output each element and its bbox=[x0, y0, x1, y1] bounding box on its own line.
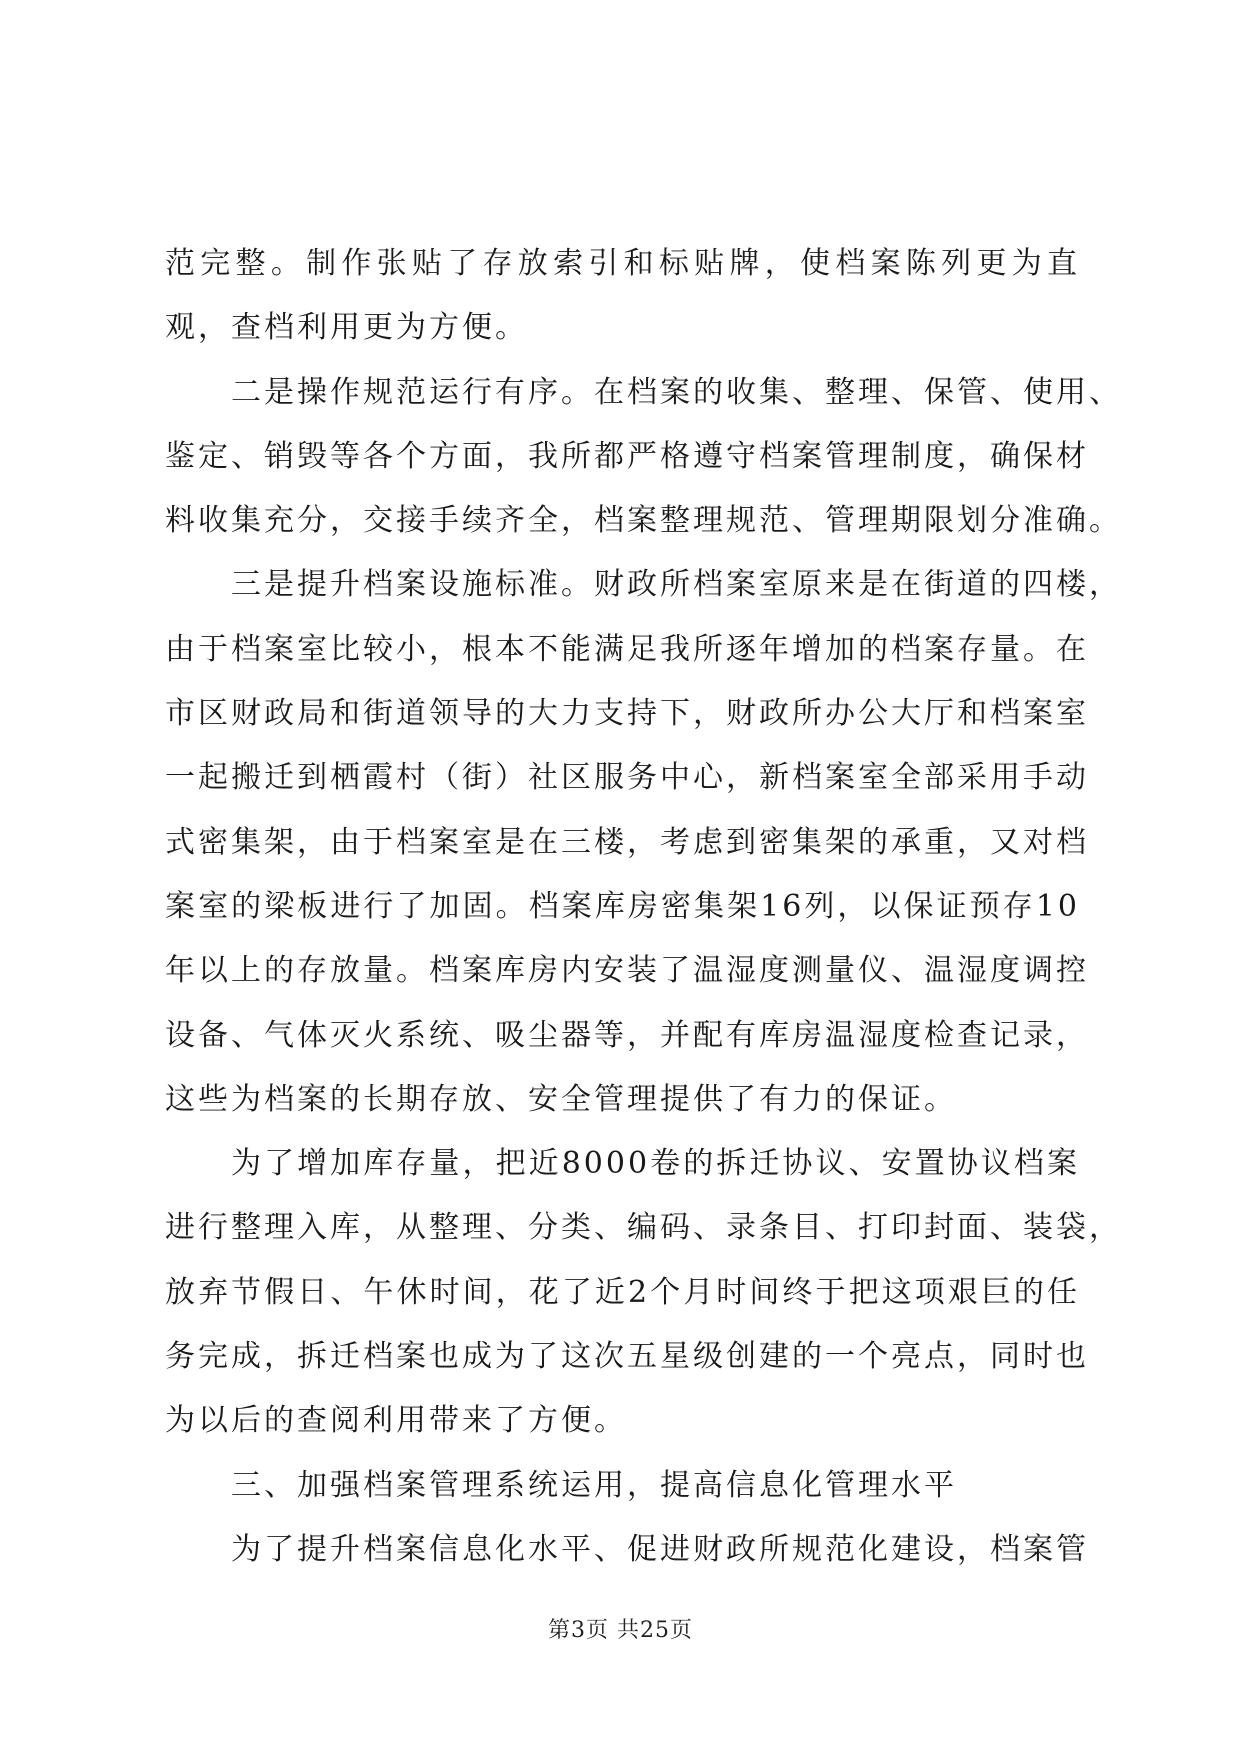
section-heading: 三、加强档案管理系统运用，提高信息化管理水平 bbox=[231, 1467, 957, 1503]
text-line: 料收集充分，交接手续齐全，档案整理规范、管理期限划分准确。 bbox=[165, 503, 1122, 539]
document-body bbox=[165, 232, 1122, 1582]
text-line: 放弃节假日、午休时间，花了近2个月时间终于把这项艰巨的任 bbox=[165, 1274, 1080, 1310]
text-line: 式密集架，由于档案室是在三楼，考虑到密集架的承重，又对档 bbox=[165, 824, 1089, 860]
text-line: 鉴定、销毁等各个方面，我所都严格遵守档案管理制度，确保材 bbox=[165, 438, 1089, 474]
text-line: 案室的梁板进行了加固。档案库房密集架16列，以保证预存10 bbox=[165, 888, 1080, 924]
paragraph-start-line: 为了增加库存量，把近8000卷的拆迁协议、安置协议档案 bbox=[231, 1146, 1080, 1182]
text-line: 这些为档案的长期存放、安全管理提供了有力的保证。 bbox=[165, 1081, 957, 1117]
page-number: 第3页 共25页 bbox=[548, 1618, 693, 1643]
paragraph-start-line: 二是操作规范运行有序。在档案的收集、整理、保管、使用、 bbox=[231, 374, 1122, 410]
text-line: 为以后的查阅利用带来了方便。 bbox=[165, 1403, 627, 1439]
page-footer bbox=[0, 1616, 1241, 1646]
paragraph-start-line: 三是提升档案设施标准。财政所档案室原来是在街道的四楼， bbox=[231, 567, 1122, 603]
text-line: 观，查档利用更为方便。 bbox=[165, 310, 528, 346]
text-line: 设备、气体灭火系统、吸尘器等，并配有库房温湿度检查记录， bbox=[165, 1017, 1089, 1053]
text-line: 由于档案室比较小，根本不能满足我所逐年增加的档案存量。在 bbox=[165, 631, 1089, 667]
text-line: 年以上的存放量。档案库房内安装了温湿度测量仪、温湿度调控 bbox=[165, 953, 1089, 989]
text-line: 范完整。制作张贴了存放索引和标贴牌，使档案陈列更为直 bbox=[165, 246, 1080, 281]
text-line: 市区财政局和街道领导的大力支持下，财政所办公大厅和档案室 bbox=[165, 696, 1089, 732]
text-line: 进行整理入库，从整理、分类、编码、录条目、打印封面、装袋， bbox=[165, 1210, 1122, 1246]
text-line: 一起搬迁到栖霞村（街）社区服务中心，新档案室全部采用手动 bbox=[165, 760, 1089, 796]
text-line: 务完成，拆迁档案也成为了这次五星级创建的一个亮点，同时也 bbox=[165, 1339, 1089, 1375]
paragraph-start-line: 为了提升档案信息化水平、促进财政所规范化建设，档案管 bbox=[231, 1531, 1089, 1567]
